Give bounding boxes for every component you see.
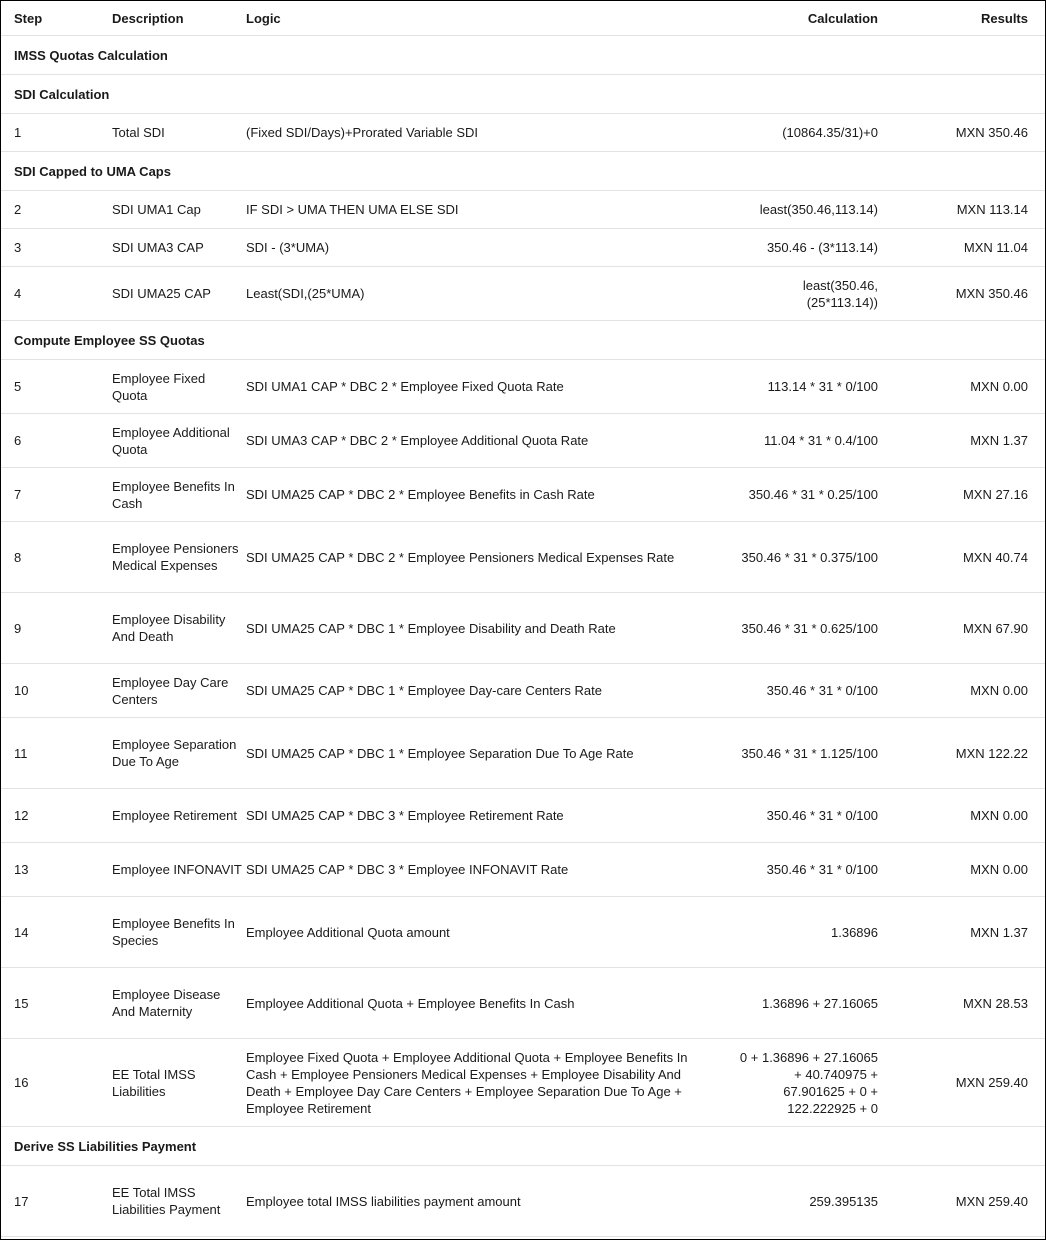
calculation-cell: 350.46 * 31 * 0/100 [702, 843, 888, 897]
step-cell: 16 [1, 1039, 112, 1127]
calculation-cell: 350.46 * 31 * 0/100 [702, 789, 888, 843]
step-cell: 7 [1, 468, 112, 522]
description-cell: Employee Fixed Quota [112, 360, 242, 414]
imss-calculation-table [1, 1, 1045, 1237]
step-cell: 3 [1, 229, 112, 267]
step-cell: 1 [1, 114, 112, 152]
result-cell: MXN 0.00 [888, 664, 1045, 718]
logic-cell: SDI UMA25 CAP * DBC 1 * Employee Day-care Centers Rate [242, 664, 702, 718]
calculation-cell: 350.46 - (3*113.14) [702, 229, 888, 267]
calculation-cell: 350.46 * 31 * 0.625/100 [702, 593, 888, 664]
result-cell: MXN 0.00 [888, 360, 1045, 414]
logic-cell: SDI UMA1 CAP * DBC 2 * Employee Fixed Quota Rate [242, 360, 702, 414]
logic-cell: SDI UMA25 CAP * DBC 1 * Employee Disability and Death Rate [242, 593, 702, 664]
table-row [1, 522, 1045, 593]
section-title-derive-liabilities: Derive SS Liabilities Payment [1, 1127, 1045, 1166]
result-cell: MXN 259.40 [888, 1039, 1045, 1127]
table-row [1, 267, 1045, 321]
calculation-cell: 113.14 * 31 * 0/100 [702, 360, 888, 414]
step-cell: 13 [1, 843, 112, 897]
section-title-sdi-capped: SDI Capped to UMA Caps [1, 152, 1045, 191]
table-row [1, 360, 1045, 414]
step-cell: 9 [1, 593, 112, 664]
calculation-cell: (10864.35/31)+0 [702, 114, 888, 152]
table-row [1, 1166, 1045, 1237]
calculation-cell: 0 + 1.36896 + 27.16065 + 40.740975 + 67.901625 + 0 + 122.222925 + 0 [702, 1039, 888, 1127]
table-row [1, 664, 1045, 718]
step-cell: 2 [1, 191, 112, 229]
result-cell: MXN 67.90 [888, 593, 1045, 664]
calculation-cell: 350.46 * 31 * 0.375/100 [702, 522, 888, 593]
calculation-cell: 1.36896 [702, 897, 888, 968]
result-cell: MXN 122.22 [888, 718, 1045, 789]
header-calculation: Calculation [702, 1, 888, 36]
result-cell: MXN 350.46 [888, 114, 1045, 152]
logic-cell: SDI - (3*UMA) [242, 229, 702, 267]
logic-cell: SDI UMA25 CAP * DBC 2 * Employee Benefits in Cash Rate [242, 468, 702, 522]
calculation-cell: least(350.46, (25*113.14)) [702, 267, 888, 321]
logic-cell: SDI UMA25 CAP * DBC 3 * Employee Retirement Rate [242, 789, 702, 843]
table-row [1, 1039, 1045, 1127]
step-cell: 12 [1, 789, 112, 843]
step-cell: 6 [1, 414, 112, 468]
logic-cell: Employee Additional Quota amount [242, 897, 702, 968]
table-row [1, 468, 1045, 522]
description-cell: Employee Additional Quota [112, 414, 242, 468]
step-cell: 14 [1, 897, 112, 968]
calculation-cell: 1.36896 + 27.16065 [702, 968, 888, 1039]
description-cell: Total SDI [112, 114, 242, 152]
step-cell: 5 [1, 360, 112, 414]
description-cell: SDI UMA25 CAP [112, 267, 242, 321]
logic-cell: SDI UMA25 CAP * DBC 3 * Employee INFONAVIT Rate [242, 843, 702, 897]
calculation-cell: 350.46 * 31 * 1.125/100 [702, 718, 888, 789]
section-row [1, 152, 1045, 191]
table-row [1, 843, 1045, 897]
table-row [1, 593, 1045, 664]
table-row [1, 114, 1045, 152]
section-title-sdi-calculation: SDI Calculation [1, 75, 1045, 114]
description-cell: Employee Benefits In Species [112, 897, 242, 968]
header-logic: Logic [242, 1, 702, 36]
table-row [1, 897, 1045, 968]
result-cell: MXN 0.00 [888, 789, 1045, 843]
table-row [1, 968, 1045, 1039]
result-cell: MXN 259.40 [888, 1166, 1045, 1237]
calculation-cell: least(350.46,113.14) [702, 191, 888, 229]
description-cell: Employee Day Care Centers [112, 664, 242, 718]
logic-cell: IF SDI > UMA THEN UMA ELSE SDI [242, 191, 702, 229]
logic-cell: SDI UMA3 CAP * DBC 2 * Employee Additional Quota Rate [242, 414, 702, 468]
calculation-cell: 350.46 * 31 * 0/100 [702, 664, 888, 718]
logic-cell: Employee total IMSS liabilities payment amount [242, 1166, 702, 1237]
calculation-cell: 350.46 * 31 * 0.25/100 [702, 468, 888, 522]
result-cell: MXN 350.46 [888, 267, 1045, 321]
step-cell: 15 [1, 968, 112, 1039]
table-row [1, 718, 1045, 789]
logic-cell: Least(SDI,(25*UMA) [242, 267, 702, 321]
calculation-cell: 11.04 * 31 * 0.4/100 [702, 414, 888, 468]
description-cell: EE Total IMSS Liabilities Payment [112, 1166, 242, 1237]
logic-cell: SDI UMA25 CAP * DBC 1 * Employee Separation Due To Age Rate [242, 718, 702, 789]
description-cell: Employee Separation Due To Age [112, 718, 242, 789]
section-title-imss-quotas: IMSS Quotas Calculation [1, 36, 1045, 75]
table-row [1, 229, 1045, 267]
step-cell: 17 [1, 1166, 112, 1237]
logic-cell: Employee Fixed Quota + Employee Additional Quota + Employee Benefits In Cash + Employee Pensioners Medical Expenses + Employee Disability And Death + Employee Day Care Centers + Employee Separation Due To Age + Employee Retirement [242, 1039, 702, 1127]
header-step: Step [1, 1, 112, 36]
logic-cell: (Fixed SDI/Days)+Prorated Variable SDI [242, 114, 702, 152]
description-cell: Employee Disease And Maternity [112, 968, 242, 1039]
result-cell: MXN 40.74 [888, 522, 1045, 593]
description-cell: Employee INFONAVIT [112, 843, 242, 897]
logic-cell: Employee Additional Quota + Employee Benefits In Cash [242, 968, 702, 1039]
result-cell: MXN 0.00 [888, 843, 1045, 897]
section-row [1, 75, 1045, 114]
result-cell: MXN 1.37 [888, 897, 1045, 968]
step-cell: 10 [1, 664, 112, 718]
section-row [1, 1127, 1045, 1166]
table-header-row [1, 1, 1045, 36]
description-cell: Employee Pensioners Medical Expenses [112, 522, 242, 593]
description-cell: Employee Retirement [112, 789, 242, 843]
header-description: Description [112, 1, 242, 36]
table-row [1, 414, 1045, 468]
section-title-compute-employee-quotas: Compute Employee SS Quotas [1, 321, 1045, 360]
section-row [1, 36, 1045, 75]
step-cell: 8 [1, 522, 112, 593]
result-cell: MXN 113.14 [888, 191, 1045, 229]
table-row [1, 789, 1045, 843]
result-cell: MXN 27.16 [888, 468, 1045, 522]
result-cell: MXN 28.53 [888, 968, 1045, 1039]
result-cell: MXN 11.04 [888, 229, 1045, 267]
table-row [1, 191, 1045, 229]
logic-cell: SDI UMA25 CAP * DBC 2 * Employee Pensioners Medical Expenses Rate [242, 522, 702, 593]
calculation-cell: 259.395135 [702, 1166, 888, 1237]
description-cell: Employee Benefits In Cash [112, 468, 242, 522]
section-row [1, 321, 1045, 360]
description-cell: Employee Disability And Death [112, 593, 242, 664]
step-cell: 11 [1, 718, 112, 789]
description-cell: SDI UMA3 CAP [112, 229, 242, 267]
description-cell: SDI UMA1 Cap [112, 191, 242, 229]
description-cell: EE Total IMSS Liabilities [112, 1039, 242, 1127]
header-results: Results [888, 1, 1045, 36]
result-cell: MXN 1.37 [888, 414, 1045, 468]
step-cell: 4 [1, 267, 112, 321]
